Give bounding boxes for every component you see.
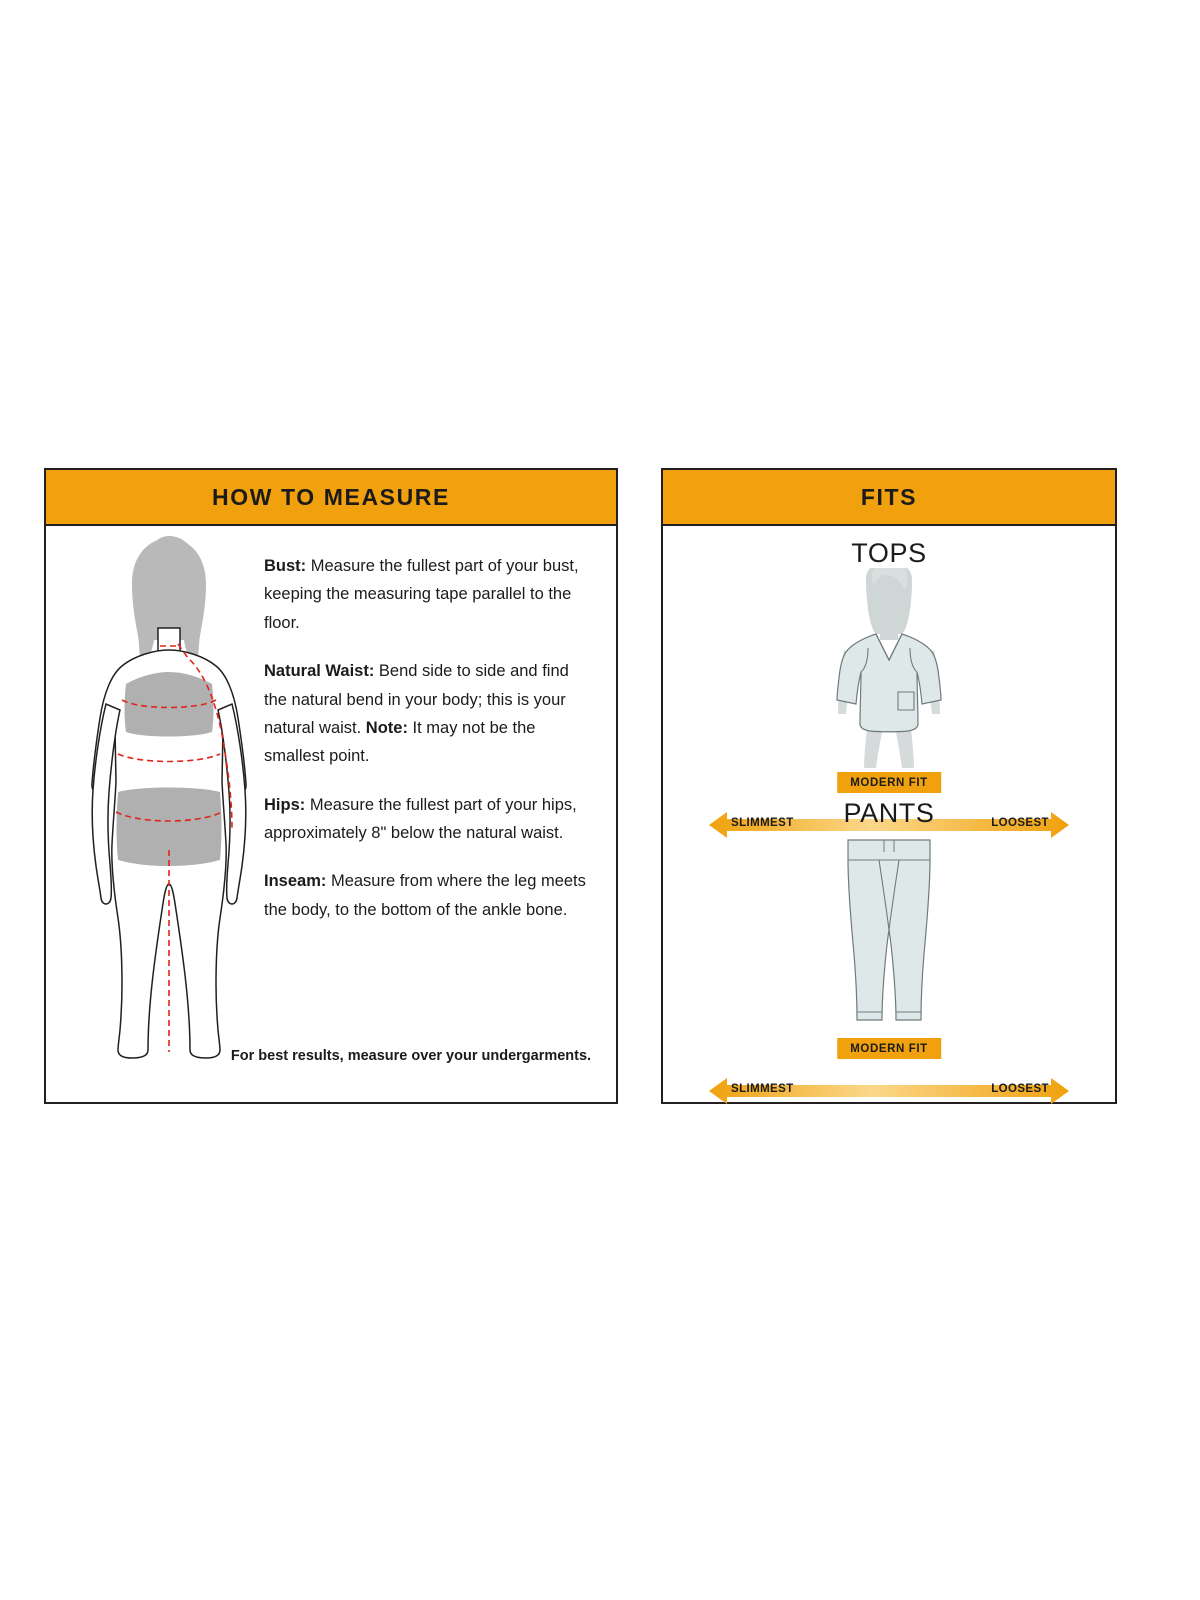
fits-title: FITS — [663, 470, 1115, 526]
measure-paragraph-waist — [264, 657, 594, 771]
inseam-text: Measure from where the leg meets the body, to the bottom of the ankle bone. — [264, 872, 586, 919]
measure-instructions — [264, 552, 594, 944]
female-body-figure-icon — [60, 532, 278, 1072]
bust-term: Bust: — [264, 557, 307, 575]
fits-panel — [661, 468, 1117, 1104]
measure-paragraph-bust — [264, 552, 594, 637]
pants-fit-scale — [709, 1074, 1069, 1108]
pants-section-title: PANTS — [843, 798, 935, 828]
measure-footnote: For best results, measure over your undergarments. — [230, 1048, 592, 1064]
tops-scale-right-label: LOOSEST — [991, 817, 1049, 829]
hips-term: Hips: — [264, 795, 306, 814]
waist-term: Natural Waist: — [264, 662, 375, 681]
how-to-measure-body — [46, 526, 616, 1102]
how-to-measure-panel — [44, 468, 618, 1104]
bust-text: Measure the fullest part of your bust, keeping the measuring tape parallel to the floor. — [264, 557, 579, 632]
tops-section-title: TOPS — [851, 538, 927, 568]
pants-scale-right-label: LOOSEST — [991, 1083, 1049, 1095]
measure-paragraph-hips — [264, 791, 594, 848]
waist-note-text: It may not be the smallest point. — [264, 718, 536, 766]
tops-scale-left-label: SLIMMEST — [731, 817, 794, 829]
fits-body — [663, 526, 1115, 1102]
scrub-top-icon — [814, 568, 964, 773]
hips-text: Measure the fullest part of your hips, approximately 8" below the natural waist. — [264, 795, 577, 842]
waist-note-term: Note: — [365, 718, 408, 737]
measure-paragraph-inseam — [264, 867, 594, 924]
waist-text: Bend side to side and find the natural bend in your body; this is your natural waist. — [264, 662, 569, 737]
tops-fit-badge: MODERN FIT — [837, 772, 941, 793]
pants-fit-badge: MODERN FIT — [837, 1038, 941, 1059]
how-to-measure-title: HOW TO MEASURE — [46, 470, 616, 526]
inseam-term: Inseam: — [264, 872, 327, 891]
scrub-pants-icon — [834, 836, 944, 1037]
pants-scale-left-label: SLIMMEST — [731, 1083, 794, 1095]
